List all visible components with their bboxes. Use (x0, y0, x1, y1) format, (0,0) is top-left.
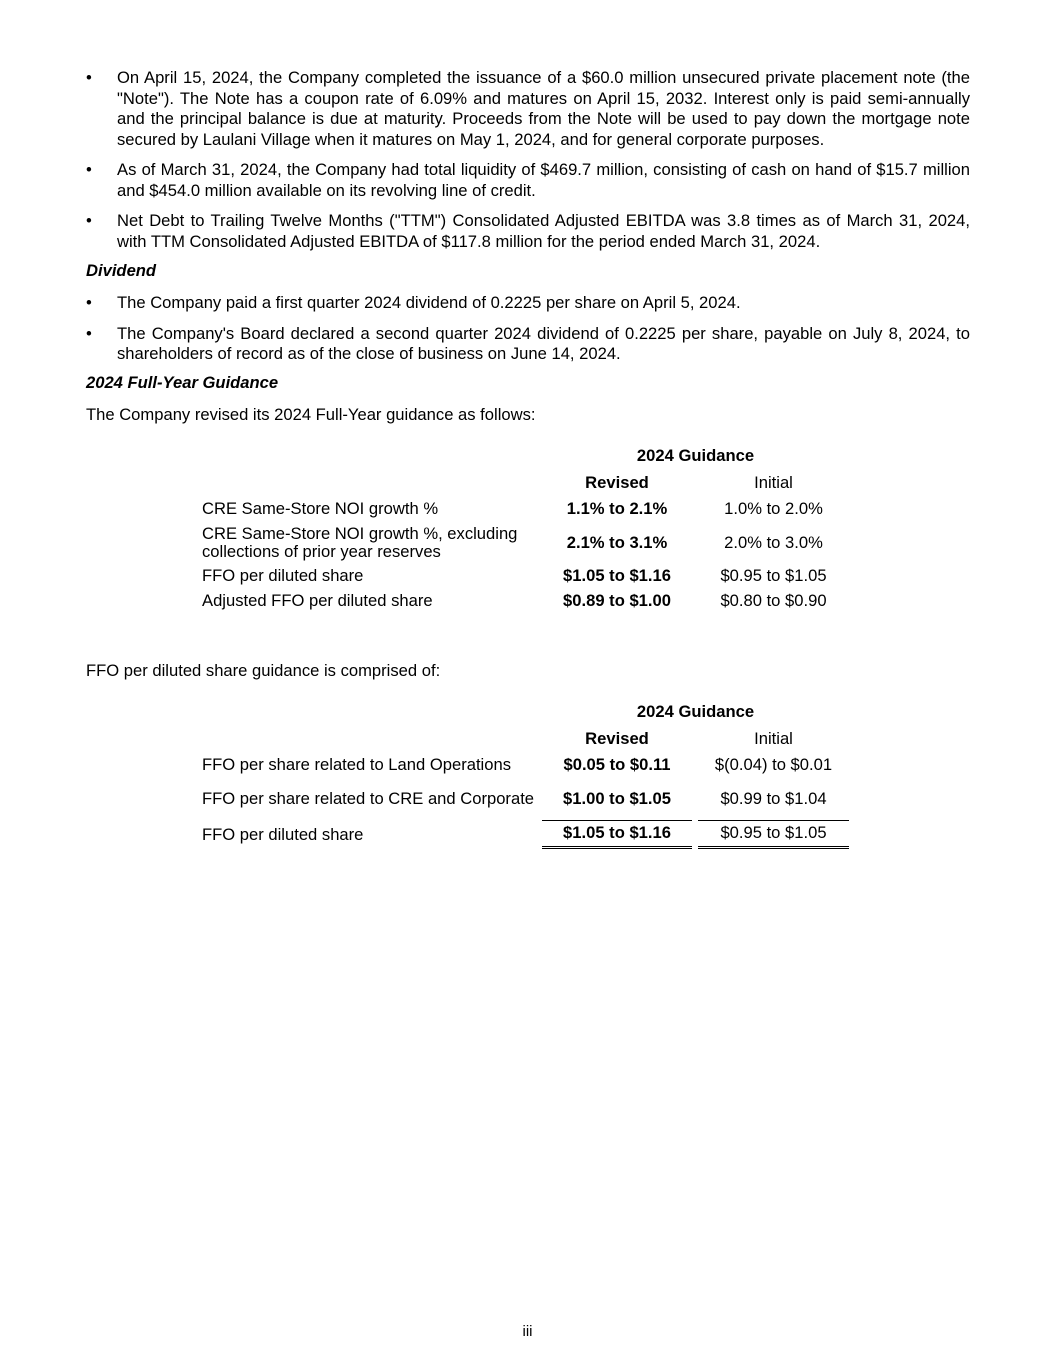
table-row: CRE Same-Store NOI growth % 1.1% to 2.1% 1.0% to 2.0% (202, 499, 823, 518)
list-item: • The Company's Board declared a second quarter 2024 dividend of 0.2225 per share, payable on July 8, 2024, to shareholders of record as of the close of business on June 14, 2024. (86, 323, 970, 363)
bullet-icon: • (86, 160, 92, 179)
column-header-revised: Revised (585, 472, 649, 492)
column-header-initial: Initial (754, 728, 793, 748)
highlights-list (86, 68, 970, 252)
ffo-intro: FFO per diluted share guidance is comprised of: (86, 660, 441, 680)
bullet-icon: • (86, 211, 92, 230)
guidance-group-header: 2024 Guidance (636, 701, 755, 721)
dividend-list (86, 293, 970, 365)
guidance-table (202, 443, 849, 614)
list-item: • The Company paid a first quarter 2024 dividend of 0.2225 per share on April 5, 2024. (86, 293, 741, 312)
guidance-group-header: 2024 Guidance (636, 445, 755, 465)
document-page (86, 68, 970, 849)
column-header-initial: Initial (754, 472, 793, 492)
table-row: FFO per diluted share $1.05 to $1.16 $0.95 to $1.05 (202, 821, 849, 849)
list-item: • Net Debt to Trailing Twelve Months ("TTM") Consolidated Adjusted EBITDA was 3.8 times as of March 31, 2024, with TTM Consolidated Adjusted EBITDA of $117.8 million for the period ended March 31, 2024. (86, 211, 970, 251)
bullet-icon: • (86, 68, 92, 87)
table-row: CRE Same-Store NOI growth %, excluding collections of prior year reserves 2.1% to 3.1% 2.0% to 3.0% (202, 523, 823, 561)
bullet-icon: • (86, 323, 92, 343)
table-row: Adjusted FFO per diluted share $0.89 to $1.00 $0.80 to $0.90 (202, 591, 827, 610)
guidance-intro: The Company revised its 2024 Full-Year guidance as follows: (86, 404, 536, 424)
ffo-components-table (202, 699, 849, 849)
bullet-icon: • (86, 293, 92, 312)
list-item: • On April 15, 2024, the Company completed the issuance of a $60.0 million unsecured private placement note (the "Note"). The Note has a coupon rate of 6.09% and matures on April 15, 2032. Interest only is paid semi-annually and the principal balance is due at maturity. Proceeds from the Note will be used to pay down the mortgage note secured by Laulani Village when it matures on May 1, 2024, and for general corporate purposes. (86, 68, 970, 149)
dividend-heading: Dividend (86, 261, 157, 280)
table-row: FFO per share related to CRE and Corporate $1.00 to $1.05 $0.99 to $1.04 (202, 778, 849, 821)
guidance-heading: 2024 Full-Year Guidance (86, 372, 279, 392)
column-header-revised: Revised (585, 728, 649, 748)
list-item: • As of March 31, 2024, the Company had total liquidity of $469.7 million, consisting of cash on hand of $15.7 million and $454.0 million available on its revolving line of credit. (86, 160, 970, 200)
table-row: FFO per diluted share $1.05 to $1.16 $0.95 to $1.05 (202, 566, 827, 585)
table-row: FFO per share related to Land Operations $0.05 to $0.11 $(0.04) to $0.01 (202, 755, 833, 774)
page-number: iii (522, 1323, 533, 1340)
